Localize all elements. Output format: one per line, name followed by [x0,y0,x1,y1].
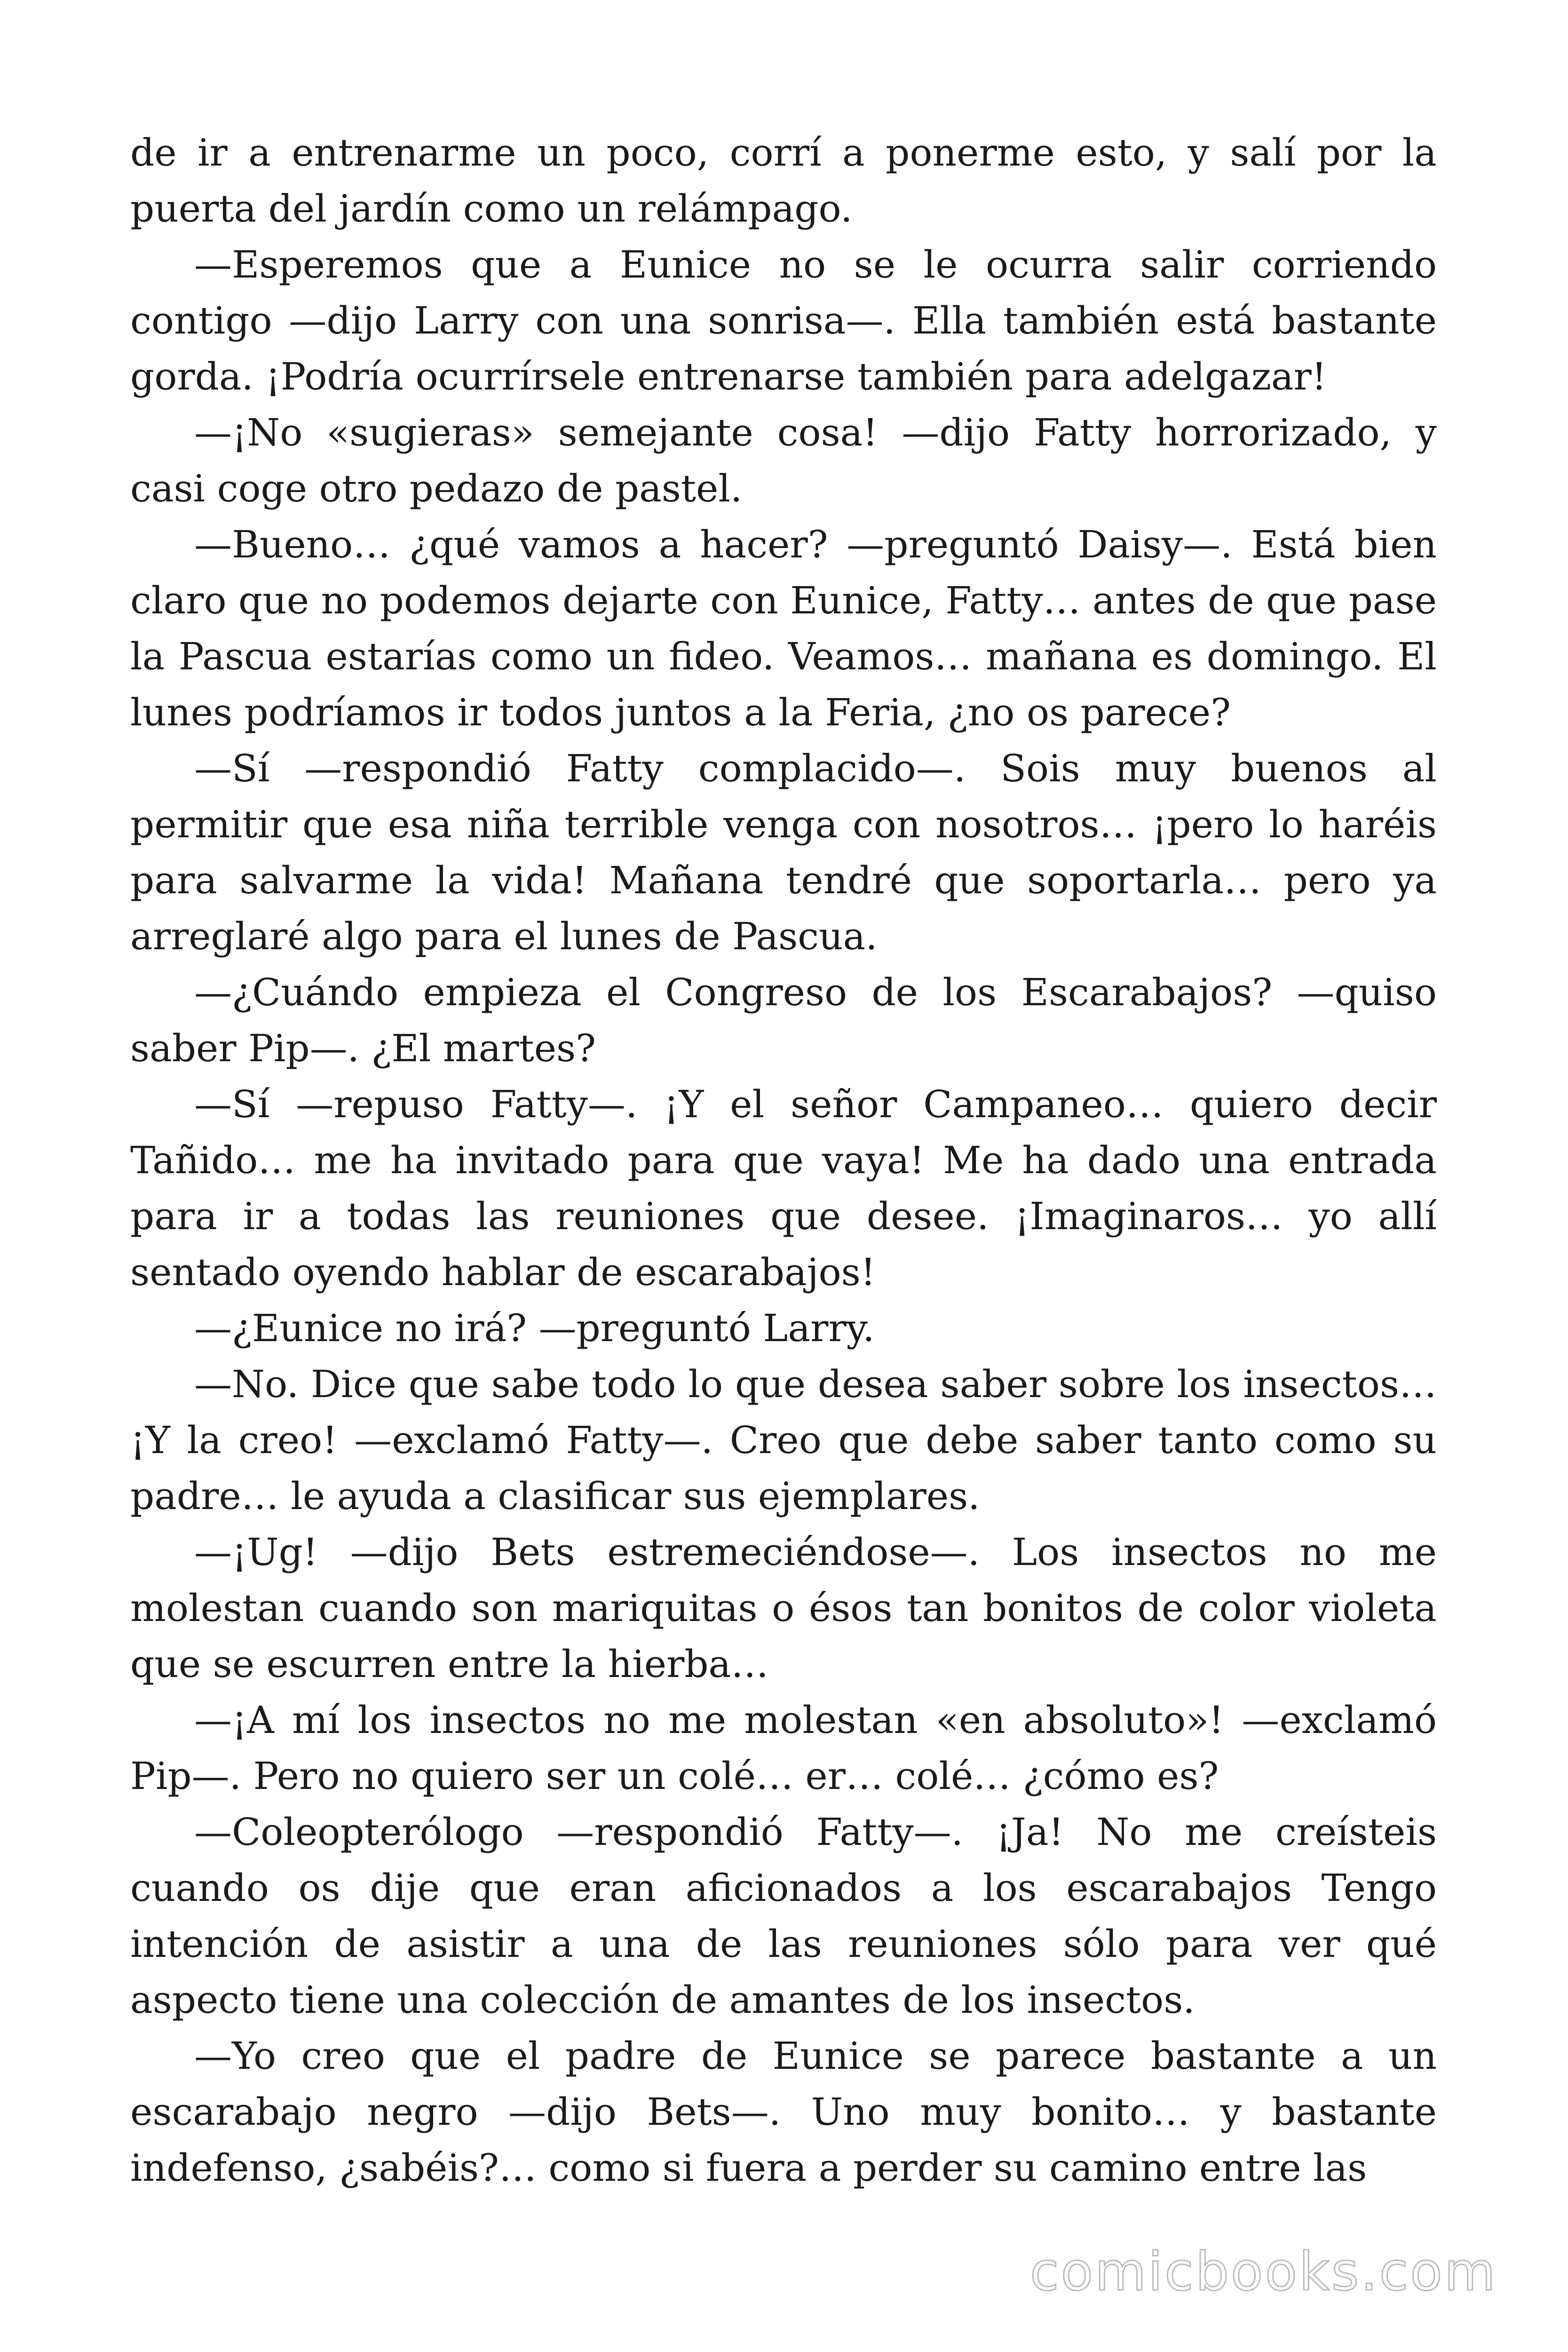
paragraph: —¡No «sugieras» semejante cosa! —dijo Fatty horrorizado, y casi coge otro pedazo de pastel. [130,411,1437,510]
paragraph: —¿Eunice no irá? —preguntó Larry. [194,1306,875,1350]
paragraph: —No. Dice que sabe todo lo que desea saber sobre los insectos… ¡Y la creo! —exclamó Fatty—. Creo que debe saber tanto como su padre… le ayuda a clasificar sus ejemplares. [130,1362,1437,1518]
paragraph: —Bueno… ¿qué vamos a hacer? —preguntó Daisy—. Está bien claro que no podemos dejarte con Eunice, Fatty… antes de que pase la Pascua estarías como un fideo. Veamos… mañana es domingo. El lunes podríamos ir todos juntos a la Feria, ¿no os parece? [130,523,1437,734]
paragraph: —Esperemos que a Eunice no se le ocurra salir corriendo contigo —dijo Larry con una sonrisa—. Ella también está bastante gorda. ¡Podría ocurrírsele entrenarse también para adelgazar! [130,243,1437,398]
paragraph: —Coleopterólogo —respondió Fatty—. ¡Ja! No me creísteis cuando os dije que eran aficionados a los escarabajos Tengo intención de asistir a una de las reuniones sólo para ver qué aspecto tiene una colección de amantes de los insectos. [130,1810,1437,2022]
paragraph: de ir a entrenarme un poco, corrí a ponerme esto, y salí por la puerta del jardín como un relámpago. [130,131,1437,230]
paragraph: —¿Cuándo empieza el Congreso de los Escarabajos? —quiso saber Pip—. ¿El martes? [130,970,1437,1070]
paragraph: —¡Ug! —dijo Bets estremeciéndose—. Los insectos no me molestan cuando son mariquitas o ésos tan bonitos de color violeta que se escurren entre la hierba… [130,1530,1437,1686]
watermark: comicbooks.com [1029,2241,1497,2303]
paragraph: —Sí —respondió Fatty complacido—. Sois muy buenos al permitir que esa niña terrible venga con nosotros… ¡pero lo haréis para salvarme la vida! Mañana tendré que soportarla… pero ya arreglaré algo para el lunes de Pascua. [130,747,1437,958]
paragraph: —Sí —repuso Fatty—. ¡Y el señor Campaneo… quiero decir Tañido… me ha invitado para que vaya! Me ha dado una entrada para ir a todas las reuniones que desee. ¡Imaginaros… yo allí sentado oyendo hablar de escarabajos! [130,1082,1437,1294]
paragraph: —Yo creo que el padre de Eunice se parece bastante a un escarabajo negro —dijo Bets—. Uno muy bonito… y bastante indefenso, ¿sabéis?… como si fuera a perder su camino entre las [130,2034,1437,2190]
paragraph: —¡A mí los insectos no me molestan «en absoluto»! —exclamó Pip—. Pero no quiero ser un colé… er… colé… ¿cómo es? [130,1698,1437,1798]
body-text [130,125,1437,2196]
